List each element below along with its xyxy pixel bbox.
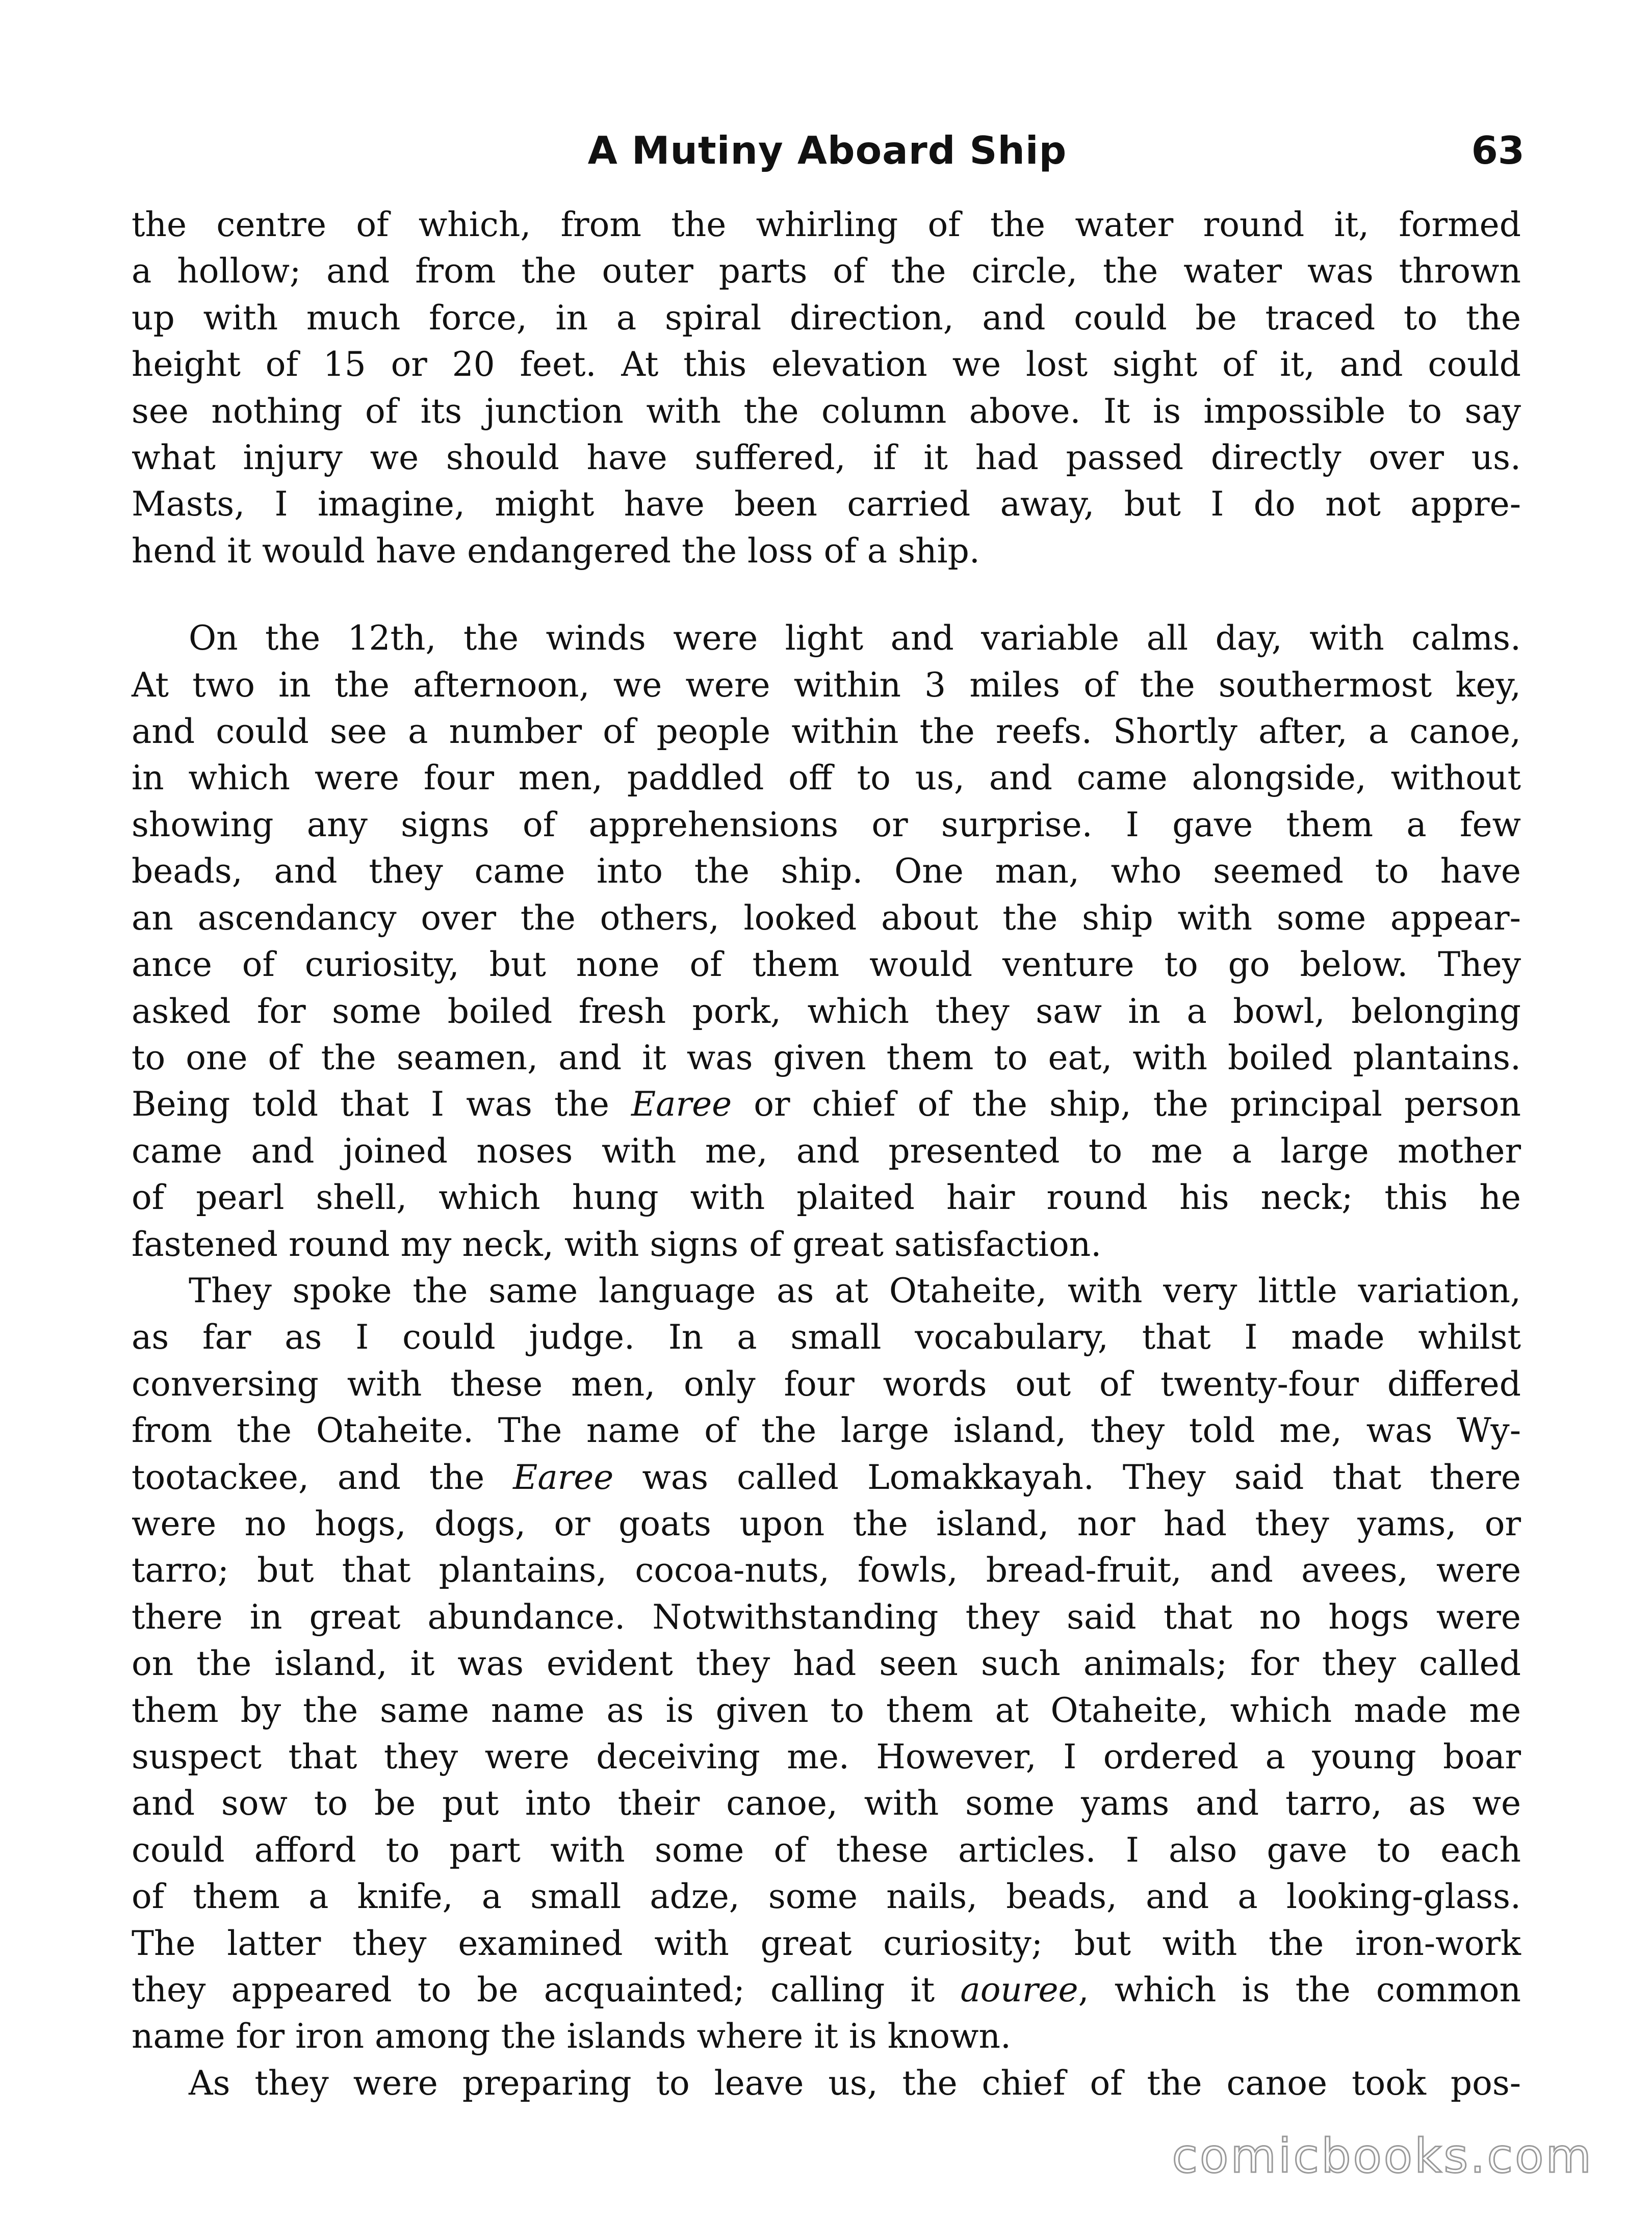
- text-line: there in great abundance. Notwithstanding they said that no hogs were: [132, 1597, 1521, 1637]
- text-line: and sow to be put into their canoe, with some yams and tarro, as we: [132, 1784, 1521, 1823]
- text-line: name for iron among the islands where it is known.: [132, 2017, 1011, 2056]
- text-line: Masts, I imagine, might have been carried away, but I do not appre-: [132, 484, 1521, 524]
- page-number: 63: [1471, 128, 1525, 173]
- text-line: suspect that they were deceiving me. However, I ordered a young boar: [132, 1737, 1521, 1776]
- text-line: tarro; but that plantains, cocoa-nuts, fowls, bread-fruit, and avees, were: [132, 1551, 1521, 1590]
- paragraph-1: [132, 201, 1521, 574]
- text-line: what injury we should have suffered, if it had passed directly over us.: [132, 438, 1521, 478]
- text-line: see nothing of its junction with the column above. It is impossible to say: [132, 391, 1521, 431]
- text-line: fastened round my neck, with signs of great satisfaction.: [132, 1224, 1102, 1264]
- text-line: of them a knife, a small adze, some nails, beads, and a looking-glass.: [132, 1877, 1521, 1917]
- text-line: them by the same name as is given to them at Otaheite, which made me: [132, 1690, 1521, 1730]
- text-line: The latter they examined with great curiosity; but with the iron-work: [132, 1923, 1521, 1963]
- page-body: [132, 201, 1521, 2106]
- text-line: On the 12th, the winds were light and variable all day, with calms.: [189, 618, 1521, 658]
- text-line: the centre of which, from the whirling of the water round it, formed: [132, 205, 1521, 244]
- text-line: Being told that I was the Earee or chief of the ship, the principal person: [132, 1085, 1521, 1124]
- text-line: tootackee, and the Earee was called Lomakkayah. They said that there: [132, 1457, 1521, 1497]
- text-line: to one of the seamen, and it was given them to eat, with boiled plantains.: [132, 1038, 1521, 1077]
- text-line: on the island, it was evident they had seen such animals; for they called: [132, 1644, 1521, 1684]
- page-header: [130, 122, 1525, 178]
- text-line: At two in the afternoon, we were within 3 miles of the southermost key,: [132, 665, 1521, 705]
- text-line: from the Otaheite. The name of the large island, they told me, was Wy-: [132, 1411, 1521, 1451]
- text-line: height of 15 or 20 feet. At this elevation we lost sight of it, and could: [132, 345, 1521, 384]
- text-line: an ascendancy over the others, looked about the ship with some appear-: [132, 898, 1521, 938]
- paragraph-3: [132, 1268, 1521, 2060]
- text-line: and could see a number of people within the reefs. Shortly after, a canoe,: [132, 712, 1521, 752]
- text-line: a hollow; and from the outer parts of the circle, the water was thrown: [132, 251, 1521, 291]
- text-line: could afford to part with some of these articles. I also gave to each: [132, 1830, 1521, 1870]
- text-line: of pearl shell, which hung with plaited hair round his neck; this he: [132, 1178, 1521, 1218]
- text-line: up with much force, in a spiral direction, and could be traced to the: [132, 298, 1521, 338]
- text-line: hend it would have endangered the loss of a ship.: [132, 531, 980, 571]
- text-line: came and joined noses with me, and presented to me a large mother: [132, 1131, 1521, 1171]
- paragraph-2: [132, 615, 1521, 1268]
- text-line: ance of curiosity, but none of them would venture to go below. They: [132, 945, 1521, 985]
- text-line: as far as I could judge. In a small vocabulary, that I made whilst: [132, 1318, 1521, 1357]
- text-line: They spoke the same language as at Otaheite, with very little variation,: [189, 1271, 1521, 1310]
- text-line: As they were preparing to leave us, the chief of the canoe took pos-: [189, 2063, 1521, 2103]
- watermark-logo: comicbooks.com: [1172, 2129, 1593, 2183]
- text-line: beads, and they came into the ship. One man, who seemed to have: [132, 852, 1521, 891]
- text-line: showing any signs of apprehensions or surprise. I gave them a few: [132, 805, 1521, 844]
- text-line: conversing with these men, only four words out of twenty-four differed: [132, 1364, 1521, 1404]
- text-line: asked for some boiled fresh pork, which they saw in a bowl, belonging: [132, 991, 1521, 1031]
- text-line: were no hogs, dogs, or goats upon the island, nor had they yams, or: [132, 1504, 1521, 1543]
- text-line: they appeared to be acquainted; calling it aouree, which is the common: [132, 1970, 1521, 2010]
- text-line: in which were four men, paddled off to us, and came alongside, without: [132, 758, 1521, 798]
- paragraph-4: [132, 2060, 1521, 2106]
- running-title: A Mutiny Aboard Ship: [587, 128, 1067, 173]
